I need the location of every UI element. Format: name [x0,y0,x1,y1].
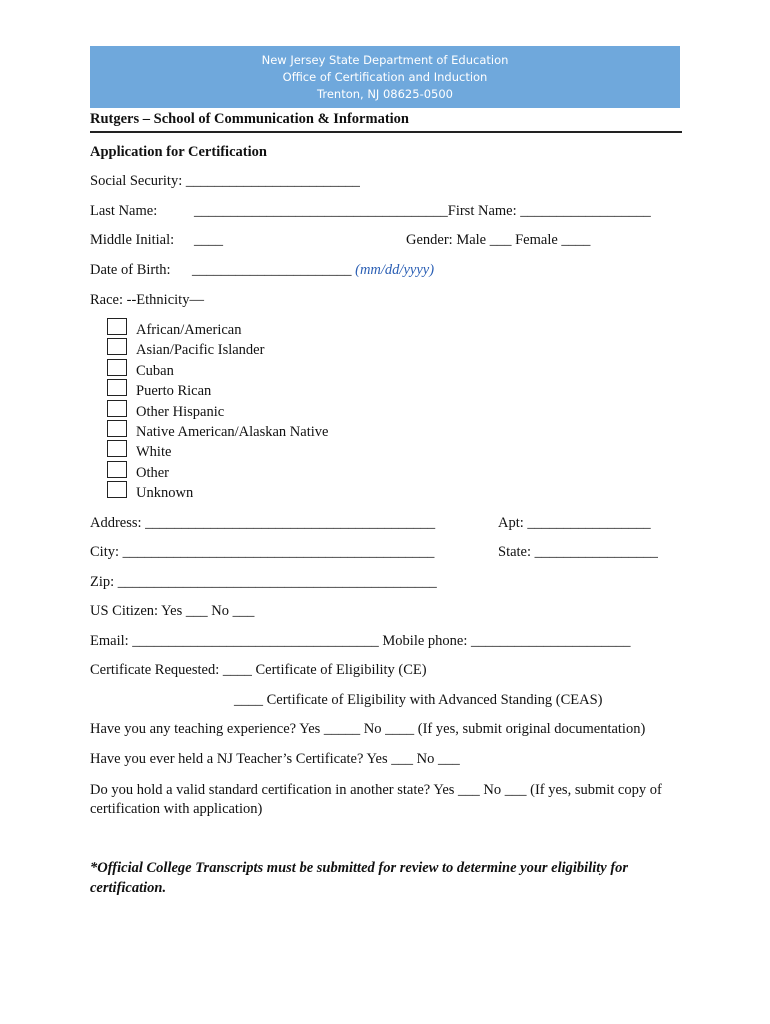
race-option-label: Asian/Pacific Islander [136,342,265,359]
banner-address: Trenton, NJ 08625-0500 [317,87,453,101]
middle-initial-field[interactable]: ____ [194,232,223,248]
dob-format-hint: (mm/dd/yyyy) [355,262,435,278]
zip-field[interactable]: Zip: ____________________________________________ [90,574,437,590]
transcripts-note: *Official College Transcripts must be submitted for review to determine your eligibility for certification. [90,860,629,896]
race-checkbox[interactable] [107,400,127,417]
race-checkbox[interactable] [107,338,127,355]
apt-field[interactable]: Apt: _________________ [498,515,651,531]
race-option-label: Other [136,464,170,481]
banner-department: New Jersey State Department of Education [261,53,509,67]
last-name-label: Last Name: [90,203,158,219]
state-field[interactable]: State: _________________ [498,544,658,560]
banner-office: Office of Certification and Induction [282,70,488,84]
teaching-experience-question[interactable]: Have you any teaching experience? Yes _____ No ____ (If yes, submit original documentation) [90,721,646,737]
gender-field[interactable]: Gender: Male ___ Female ____ [406,232,591,248]
last-first-name-field[interactable]: ___________________________________First Name: __________________ [194,203,651,219]
certificate-requested-ce[interactable]: Certificate Requested: ____ Certificate of Eligibility (CE) [90,662,427,678]
nj-certificate-question[interactable]: Have you ever held a NJ Teacher’s Certificate? Yes ___ No ___ [90,751,460,767]
race-option-label: Native American/Alaskan Native [136,424,329,440]
race-checkbox[interactable] [107,420,127,437]
email-mobile-field[interactable]: Email: __________________________________ Mobile phone: ______________________ [90,633,631,649]
school-heading: Rutgers – School of Communication & Information [90,111,682,133]
ssn-field[interactable]: Social Security: ________________________ [90,173,360,189]
race-option-label: Cuban [136,362,174,379]
certificate-requested-ceas[interactable]: ____ Certificate of Eligibility with Advanced Standing (CEAS) [234,692,603,708]
race-checkbox[interactable] [107,440,127,457]
race-option-label: African/American [136,322,242,338]
race-option-label: Puerto Rican [136,383,212,400]
race-checkbox[interactable] [107,481,127,498]
form-title: Application for Certification [90,144,267,160]
dob-field[interactable] [192,262,434,279]
race-checkbox[interactable] [107,461,127,478]
race-option-label: Other Hispanic [136,403,225,420]
header-banner [90,46,680,108]
race-option-label: Unknown [136,485,194,502]
other-state-question[interactable]: Do you hold a valid standard certification in another state? Yes ___ No ___ (If yes, submit copy of certification with application) [90,782,662,817]
race-option-label: White [136,444,172,461]
citizen-field[interactable]: US Citizen: Yes ___ No ___ [90,603,255,619]
dob-line[interactable]: ______________________ [192,262,356,278]
race-checkbox[interactable] [107,318,127,335]
race-checkbox[interactable] [107,359,127,376]
dob-label: Date of Birth: [90,262,171,278]
race-checkbox[interactable] [107,379,127,396]
middle-initial-label: Middle Initial: [90,232,175,248]
race-heading: Race: --Ethnicity— [90,292,204,308]
city-field[interactable]: City: ___________________________________________ [90,544,435,560]
address-field[interactable]: Address: ________________________________________ [90,515,436,531]
